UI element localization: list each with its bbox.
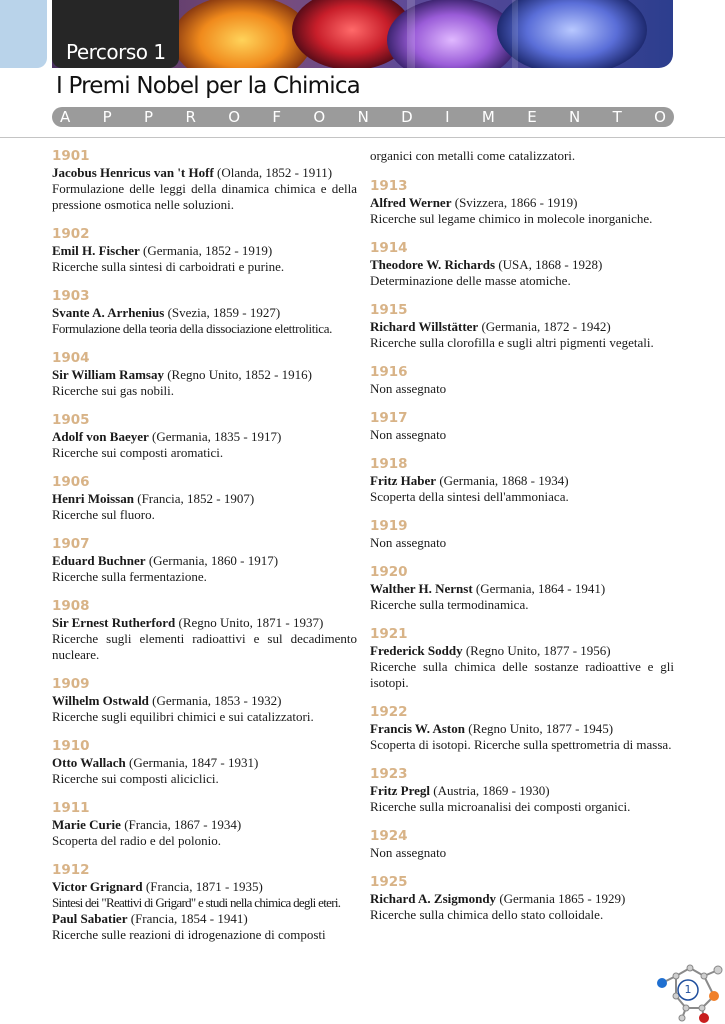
prize-description: Scoperta di isotopi. Ricerche sulla spettrometria di massa.: [370, 737, 672, 752]
right-column: [370, 148, 674, 936]
laureate-info: (USA, 1868 - 1928): [498, 257, 603, 272]
laureate-info: (Germania, 1835 - 1917): [152, 429, 282, 444]
year-label: 1923: [370, 766, 408, 782]
entry-1904: [52, 350, 357, 399]
year-label: 1917: [370, 410, 408, 426]
year-label: 1903: [52, 288, 90, 304]
laureate-name: Fritz Haber: [370, 473, 437, 488]
prize-description: Formulazione delle leggi della dinamica chimica e della pressione osmotica nelle soluzioni.: [52, 181, 357, 212]
entry-1923: [370, 766, 674, 815]
laureate-info: (Germania 1865 - 1929): [499, 891, 626, 906]
laureate-info: (Germania, 1860 - 1917): [148, 553, 279, 568]
left-column: [52, 148, 357, 956]
prize-description: Ricerche sulla clorofilla e sugli altri pigmenti vegetali.: [370, 335, 654, 350]
section-letter: N: [569, 108, 581, 126]
laureate-name: Francis W. Aston: [370, 721, 465, 736]
year-label: 1907: [52, 536, 90, 552]
prize-description: Determinazione delle masse atomiche.: [370, 273, 571, 288]
prize-description: Ricerche sugli equilibri chimici e sui catalizzatori.: [52, 709, 314, 724]
year-label: 1913: [370, 178, 408, 194]
year-label: 1911: [52, 800, 90, 816]
section-letter: O: [228, 108, 241, 126]
laureate-name: Sir William Ramsay: [52, 367, 164, 382]
entry-1910: [52, 738, 357, 787]
year-label: 1901: [52, 148, 90, 164]
year-label: 1922: [370, 704, 408, 720]
laureate-name: Otto Wallach: [52, 755, 126, 770]
entry-1907: [52, 536, 357, 585]
laureate-name: Paul Sabatier: [52, 911, 128, 926]
year-label: 1908: [52, 598, 90, 614]
laureate-info: (Germania, 1847 - 1931): [129, 755, 259, 770]
page-title: I Premi Nobel per la Chimica: [56, 73, 360, 99]
year-label: 1918: [370, 456, 408, 472]
prize-description: Ricerche sulla chimica delle sostanze radioattive e gli isotopi.: [370, 659, 674, 690]
prize-description: Ricerche sui composti aromatici.: [52, 445, 224, 460]
prize-description: Scoperta della sintesi dell'ammoniaca.: [370, 489, 569, 504]
entry-1911: [52, 800, 357, 849]
divider: [0, 137, 725, 138]
section-letter: P: [102, 108, 112, 126]
year-label: 1921: [370, 626, 408, 642]
year-label: 1910: [52, 738, 90, 754]
entry-1914: [370, 240, 674, 289]
prize-description: Scoperta del radio e del polonio.: [52, 833, 221, 848]
laureate-info: (Svizzera, 1866 - 1919): [454, 195, 578, 210]
year-label: 1924: [370, 828, 408, 844]
year-label: 1914: [370, 240, 408, 256]
entry-1925: [370, 874, 674, 923]
year-label: 1919: [370, 518, 408, 534]
prize-description: Formulazione della teoria della dissociazione elettrolitica.: [52, 321, 333, 336]
section-bar: [52, 107, 674, 127]
laureate-info: (Germania, 1852 - 1919): [143, 243, 273, 258]
prize-description: Ricerche sugli elementi radioattivi e sul decadimento nucleare.: [52, 631, 357, 662]
prize-description: Ricerche sulla termodinamica.: [370, 597, 529, 612]
entry-1902: [52, 226, 357, 275]
prize-description: Ricerche sulla sintesi di carboidrati e purine.: [52, 259, 285, 274]
laureate-name: Emil H. Fischer: [52, 243, 140, 258]
year-label: 1905: [52, 412, 90, 428]
entry-1917: [370, 410, 674, 443]
prize-description: organici con metalli come catalizzatori.: [370, 148, 576, 163]
laureate-name: Frederick Soddy: [370, 643, 463, 658]
entry-1906: [52, 474, 357, 523]
section-letter: E: [527, 108, 537, 126]
year-label: 1916: [370, 364, 408, 380]
laureate-name: Victor Grignard: [52, 879, 143, 894]
page-number: 1: [684, 983, 692, 996]
percorso-label: Percorso 1: [66, 40, 166, 64]
laureate-info: (Austria, 1869 - 1930): [433, 783, 550, 798]
laureate-info: (Francia, 1867 - 1934): [124, 817, 242, 832]
entry-1920: [370, 564, 674, 613]
entry-1915: [370, 302, 674, 351]
prize-description: Ricerche sulla microanalisi dei composti organici.: [370, 799, 631, 814]
laureate-name: Walther H. Nernst: [370, 581, 473, 596]
year-label: 1925: [370, 874, 408, 890]
prize-description: Ricerche sui gas nobili.: [52, 383, 175, 398]
side-tab: [0, 0, 47, 68]
entry-1919: [370, 518, 674, 551]
entry-1901: [52, 148, 357, 213]
prize-description: Ricerche sul legame chimico in molecole inorganiche.: [370, 211, 653, 226]
laureate-info: (Svezia, 1859 - 1927): [167, 305, 281, 320]
laureate-info: (Regno Unito, 1852 - 1916): [167, 367, 313, 382]
section-letter: T: [612, 108, 622, 126]
entry-1913: [370, 178, 674, 227]
prize-description: Ricerche sulla chimica dello stato colloidale.: [370, 907, 604, 922]
laureate-info: (Germania, 1864 - 1941): [475, 581, 606, 596]
section-letter: N: [357, 108, 369, 126]
prize-description: Ricerche sulle reazioni di idrogenazione di composti: [52, 927, 326, 942]
entry-1922: [370, 704, 674, 753]
prize-description: Ricerche sulla fermentazione.: [52, 569, 207, 584]
laureate-name: Fritz Pregl: [370, 783, 431, 798]
entry-1912: [52, 862, 357, 943]
entry-1909: [52, 676, 357, 725]
section-letter: O: [654, 108, 666, 126]
prize-description: Sintesi dei "Reattivi di Grigard" e studi nella chimica degli eteri.: [52, 895, 341, 910]
section-letter: M: [481, 108, 495, 126]
laureate-name: Marie Curie: [52, 817, 121, 832]
year-label: 1904: [52, 350, 90, 366]
entry-1924: [370, 828, 674, 861]
laureate-info: (Francia, 1854 - 1941): [130, 911, 248, 926]
laureate-info: (Regno Unito, 1877 - 1945): [468, 721, 614, 736]
laureate-name: Jacobus Henricus van 't Hoff: [52, 165, 214, 180]
section-label: [52, 107, 674, 127]
entry-continuation: [370, 148, 674, 164]
prize-description: Non assegnato: [370, 845, 447, 860]
year-label: 1909: [52, 676, 90, 692]
laureate-name: Henri Moissan: [52, 491, 134, 506]
section-letter: O: [313, 108, 326, 126]
laureate-info: (Regno Unito, 1877 - 1956): [465, 643, 611, 658]
laureate-info: (Francia, 1852 - 1907): [137, 491, 255, 506]
section-letter: R: [185, 108, 196, 126]
laureate-info: (Germania, 1853 - 1932): [152, 693, 282, 708]
prize-description: Ricerche sui composti aliciclici.: [52, 771, 219, 786]
laureate-name: Adolf von Baeyer: [52, 429, 149, 444]
laureate-name: Richard Willstätter: [370, 319, 479, 334]
laureate-info: (Regno Unito, 1871 - 1937): [178, 615, 324, 630]
laureate-info: (Francia, 1871 - 1935): [145, 879, 263, 894]
laureate-name: Sir Ernest Rutherford: [52, 615, 176, 630]
section-letter: D: [401, 108, 413, 126]
laureate-name: Richard A. Zsigmondy: [370, 891, 497, 906]
laureate-name: Svante A. Arrhenius: [52, 305, 165, 320]
year-label: 1906: [52, 474, 90, 490]
entry-1905: [52, 412, 357, 461]
laureate-name: Wilhelm Ostwald: [52, 693, 149, 708]
year-label: 1915: [370, 302, 408, 318]
entry-1903: [52, 288, 357, 337]
section-letter: P: [144, 108, 154, 126]
year-label: 1912: [52, 862, 90, 878]
prize-description: Non assegnato: [370, 427, 447, 442]
section-letter: A: [60, 108, 71, 126]
entry-1921: [370, 626, 674, 691]
laureate-name: Alfred Werner: [370, 195, 452, 210]
entry-1908: [52, 598, 357, 663]
laureate-info: (Germania, 1872 - 1942): [481, 319, 611, 334]
laureate-name: Theodore W. Richards: [370, 257, 496, 272]
laureate-info: (Olanda, 1852 - 1911): [217, 165, 333, 180]
laureate-info: (Germania, 1868 - 1934): [439, 473, 569, 488]
entry-1918: [370, 456, 674, 505]
year-label: 1902: [52, 226, 90, 242]
prize-description: Non assegnato: [370, 381, 447, 396]
laureate-name: Eduard Buchner: [52, 553, 146, 568]
section-letter: F: [272, 108, 282, 126]
entry-1916: [370, 364, 674, 397]
year-label: 1920: [370, 564, 408, 580]
section-letter: I: [445, 108, 450, 126]
prize-description: Non assegnato: [370, 535, 447, 550]
prize-description: Ricerche sul fluoro.: [52, 507, 155, 522]
